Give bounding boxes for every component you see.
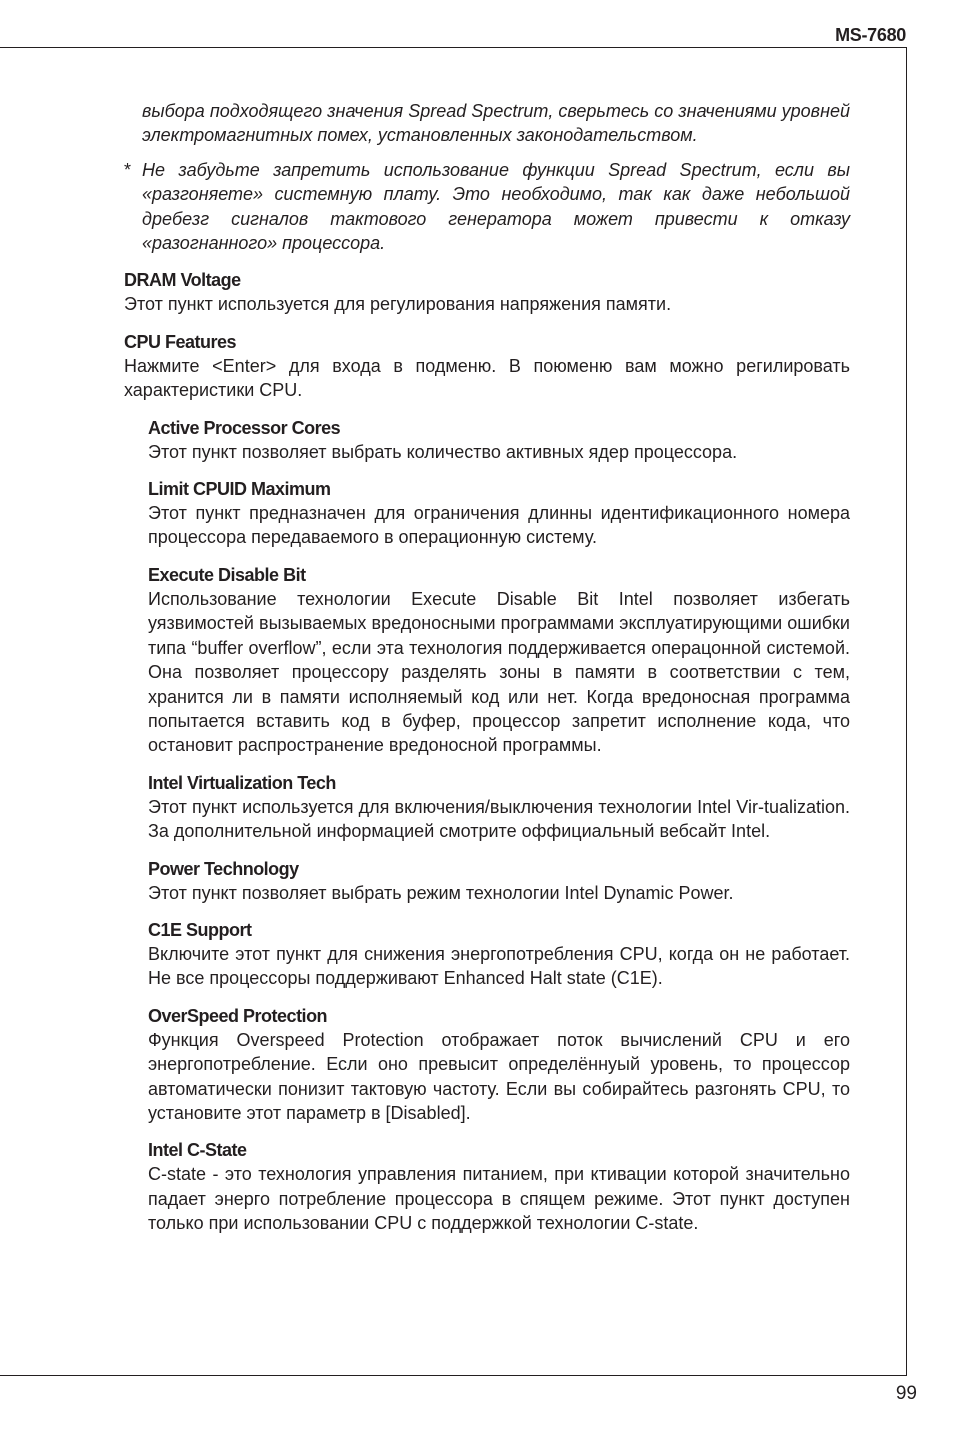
bottom-rule [0, 1375, 907, 1376]
section-text: Этот пункт позволяет выбрать количество активных ядер процессора. [148, 441, 738, 462]
section-title: Intel C-State [148, 1140, 247, 1161]
section-title: Limit CPUID Maximum [148, 479, 331, 500]
section-text: Нажмите <Enter> для входа в подменю. В поюменю вам можно регилировать характеристики CPU. [124, 355, 850, 401]
section-intel-c-state [148, 1138, 850, 1235]
right-rule [906, 47, 907, 1375]
section-active-processor-cores [148, 416, 850, 464]
note-paragraph [124, 158, 850, 256]
section-title: CPU Features [124, 331, 237, 352]
page-content [124, 99, 850, 1236]
section-text: Функция Overspeed Protection отображает поток вычислений CPU и его энергопотребление. Если оно превысит определённуый уровень, то процессор автоматически понизит тактовую частоту. Если вы собирайтесь разгонять CPU, то установите этот параметр в [Disabled]. [148, 1029, 850, 1123]
section-text: C-state - это технология управления питанием, при ктивации которой значительно падает энерго потребление процессора в спящем режиме. Этот пункт доступен только при использовании CPU с поддержкой технологии C-state. [148, 1164, 850, 1234]
page-number: 99 [895, 1383, 917, 1404]
section-limit-cpuid-maximum [148, 477, 850, 550]
note-marker: * [124, 159, 132, 180]
section-title: OverSpeed Protection [148, 1005, 328, 1026]
section-execute-disable-bit [148, 563, 850, 758]
section-title: Active Processor Cores [148, 417, 341, 438]
section-title: DRAM Voltage [124, 270, 241, 291]
section-title: C1E Support [148, 919, 252, 940]
section-c1e-support [148, 918, 850, 991]
intro-paragraph: выбора подходящего значения Spread Spectrum, сверьтесь со значениями уровней электромагнитных помех, установленных законодательством. [142, 101, 850, 146]
model-number: MS-7680 [835, 25, 906, 45]
section-text: Этот пункт используется для включения/выключения технологии Intel Vir-tualization. За дополнительной информацией смотрите оффициальный вебсайт Intel. [148, 796, 850, 842]
section-text: Этот пункт позволяет выбрать режим технологии Intel Dynamic Power. [148, 882, 734, 903]
section-dram-voltage [124, 268, 850, 316]
section-title: Execute Disable Bit [148, 564, 306, 585]
section-title: Power Technology [148, 858, 299, 879]
note-text: Не забудьте запретить использование функции Spread Spectrum, если вы «разгоняете» системную плату. Это необходимо, так как даже небольшой дребезг сигналов тактового генератора может привести к отказу «разогнанного» процессора. [142, 159, 850, 254]
section-power-technology [148, 857, 850, 905]
section-text: Этот пункт предназначен для ограничения длинны идентификационного номера процессора передаваемого в операционную систему. [148, 503, 850, 548]
top-rule [0, 47, 907, 48]
section-text: Этот пункт используется для регулирования напряжения памяти. [124, 294, 672, 315]
section-intel-virtualization-tech [148, 771, 850, 844]
section-text: Использование технологии Execute Disable Bit Intel позволяет избегать уязвимостей вызываемых вредоносными программами эксплуатирующими ошибки типа “buffer overflow”, если эта технология поддерживается операцонной системой. Она позволяет процессору разделять зоны в памяти в соответствии с тем, хранится ли в памяти исполняемый код или нет. Когда вредоносная программа попытается вставить код в буфер, процессор запретит исполнение кода, что остановит распространение вредоносной программы. [148, 588, 850, 756]
section-overspeed-protection [148, 1004, 850, 1126]
section-cpu-features [124, 330, 850, 403]
section-title: Intel Virtualization Tech [148, 772, 336, 793]
section-text: Включите этот пункт для снижения энергопотребления CPU, когда он не работает. Не все процессоры поддерживают Enhanced Halt state (C1E). [148, 943, 850, 989]
